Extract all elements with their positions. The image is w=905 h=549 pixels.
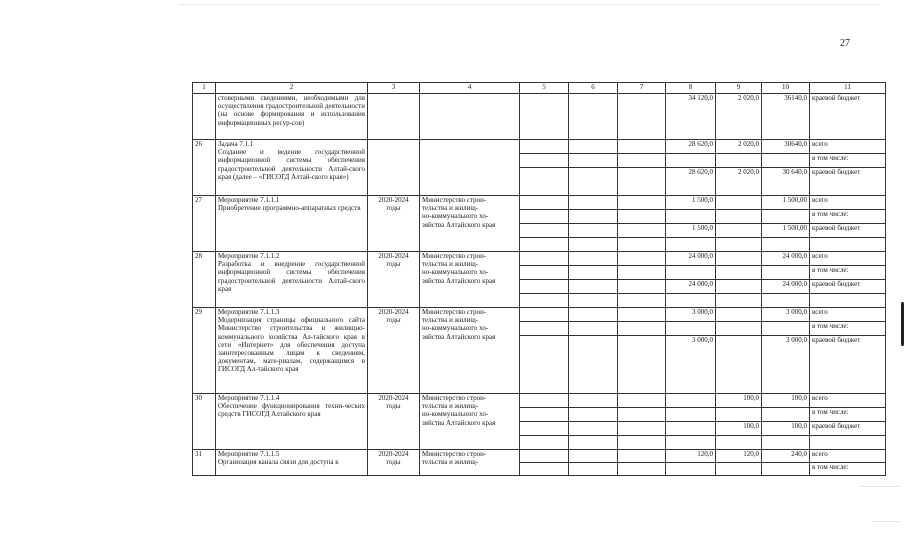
source-cell: в том числе: (810, 210, 886, 224)
page-number: 27 (840, 38, 850, 49)
table-row (193, 94, 886, 140)
value-cell: 1 500,0 (666, 224, 716, 238)
years-cell: 2020-2024 годы (368, 450, 420, 476)
row-number: 27 (193, 196, 216, 252)
row-number: 28 (193, 252, 216, 308)
value-cell: 24 000,0 (762, 280, 810, 294)
value-cell: 3 000,0 (762, 336, 810, 394)
scan-top-line (180, 4, 880, 6)
value-cell: 36140,0 (762, 94, 810, 140)
row-description (216, 308, 368, 394)
years-cell: 2020-2024 годы (368, 252, 420, 308)
header-row (193, 83, 886, 94)
value-cell: 1 500,00 (762, 224, 810, 238)
table-row (193, 140, 886, 154)
value-cell: 100,0 (716, 394, 762, 408)
row-number: 31 (193, 450, 216, 476)
row-number: 26 (193, 140, 216, 196)
source-cell: в том числе: (810, 266, 886, 280)
header-cell: 10 (762, 83, 810, 94)
item-title: Мероприятие 7.1.1.1 (218, 196, 280, 204)
source-cell: всего (810, 140, 886, 154)
item-text: Приобретение программно-аппаратных средств (218, 204, 361, 213)
program-table (192, 82, 886, 476)
source-cell: всего (810, 450, 886, 463)
source-cell: в том числе: (810, 154, 886, 168)
row-description (216, 140, 368, 196)
source-cell: в том числе: (810, 408, 886, 422)
source-cell: краевой бюджет (810, 422, 886, 436)
source-cell: краевой бюджет (810, 224, 886, 238)
scan-shadow-line (860, 486, 900, 487)
header-cell: 6 (569, 83, 618, 94)
row-description (216, 450, 368, 476)
executor-cell: Министерство строи- тельства и жилищ- (420, 450, 520, 476)
table-row (193, 196, 886, 210)
item-text: Модернизация страницы официального сайта Министерство строительства и жилищно-коммунального хозяйства Ал-тайского края в сети «Интернет» для обеспечения доступа заинтересованным лицам к сведениям, документам, мате-риалам, содержащимся в ГИСОГД Ал-тайского края (218, 316, 365, 374)
years-cell: 2020-2024 годы (368, 394, 420, 450)
item-text: Обеспечение функционирования техни-ческих средств ГИСОГД Алтайского края (218, 402, 365, 419)
value-cell: 2 020,0 (716, 94, 762, 140)
item-title: Мероприятие 7.1.1.5 (218, 450, 280, 458)
table-row (193, 450, 886, 463)
item-text: Создание и ведение государственной информационной системы обеспечения градостроительной деятельности Алтай-ского края (далее – «ГИСОГД Алтай-ского края») (218, 148, 365, 181)
source-cell: всего (810, 308, 886, 322)
years-cell: 2020-2024 годы (368, 308, 420, 394)
years-cell: 2020-2024 годы (368, 196, 420, 252)
item-title: Задача 7.1.1 (218, 140, 254, 148)
row-description (216, 394, 368, 450)
value-cell: 24 000,0 (762, 252, 810, 266)
value-cell: 120,0 (666, 450, 716, 463)
value-cell: 2 020,0 (716, 168, 762, 196)
source-cell: в том числе: (810, 322, 886, 336)
value-cell: 100,0 (762, 394, 810, 408)
source-cell: всего (810, 252, 886, 266)
row-description (216, 252, 368, 308)
item-text: Разработка и внедрение государственной информационной системы обеспечения градостроительной деятельности Алтай-ского края (218, 260, 365, 293)
item-title: Мероприятие 7.1.1.2 (218, 252, 280, 260)
header-cell: 7 (618, 83, 666, 94)
value-cell: 100,0 (716, 422, 762, 436)
table-row (193, 252, 886, 266)
value-cell: 34 120,0 (666, 94, 716, 140)
header-cell: 5 (520, 83, 569, 94)
item-title: Мероприятие 7.1.1.3 (218, 308, 280, 316)
value-cell: 3 000,0 (666, 308, 716, 322)
value-cell: 120,0 (716, 450, 762, 463)
value-cell: 1 500,00 (762, 196, 810, 210)
source-cell: краевой бюджет (810, 336, 886, 394)
row-number: 30 (193, 394, 216, 450)
header-cell: 1 (193, 83, 216, 94)
value-cell: 1 500,0 (666, 196, 716, 210)
value-cell: 3 000,0 (666, 336, 716, 394)
value-cell: 240,0 (762, 450, 810, 463)
header-cell: 11 (810, 83, 886, 94)
header-cell: 3 (368, 83, 420, 94)
header-cell: 2 (216, 83, 368, 94)
source-cell: краевой бюджет (810, 168, 886, 196)
value-cell: 30 640,0 (762, 168, 810, 196)
value-cell: 30640,0 (762, 140, 810, 154)
value-cell: 2 020,0 (716, 140, 762, 154)
source-cell: в том числе: (810, 463, 886, 476)
item-title: Мероприятие 7.1.1.4 (218, 394, 280, 402)
source-cell: краевой бюджет (810, 94, 886, 140)
value-cell: 28 620,0 (666, 140, 716, 154)
header-cell: 8 (666, 83, 716, 94)
item-text: Организация канала связи для доступа к (218, 458, 339, 467)
source-cell: краевой бюджет (810, 280, 886, 294)
executor-cell: Министерство строи- тельства и жилищ- но-коммунального хо- зяйства Алтайского края (420, 252, 520, 308)
source-cell: всего (810, 394, 886, 408)
row-description: стоверными сведениями, необходимыми для осуществления градостроительной деятельности (на основе формирования и использования информационных ресур-сов) (216, 94, 368, 140)
row-number: 29 (193, 308, 216, 394)
table-row (193, 394, 886, 408)
scan-shadow-line (872, 521, 900, 522)
header-cell: 4 (420, 83, 520, 94)
executor-cell: Министерство строи- тельства и жилищ- но-коммунального хо- зяйства Алтайского края (420, 196, 520, 252)
executor-cell: Министерство строи- тельства и жилищ- но-коммунального хо- зяйства Алтайского края (420, 394, 520, 450)
value-cell: 100,0 (762, 422, 810, 436)
value-cell: 24 000,0 (666, 252, 716, 266)
value-cell: 28 620,0 (666, 168, 716, 196)
header-cell: 9 (716, 83, 762, 94)
source-cell: всего (810, 196, 886, 210)
value-cell: 3 000,0 (762, 308, 810, 322)
row-description (216, 196, 368, 252)
page-edge-mark (901, 302, 904, 346)
value-cell: 24 000,0 (666, 280, 716, 294)
executor-cell: Министерство строи- тельства и жилищ- но-коммунального хо- зяйства Алтайского края (420, 308, 520, 394)
table-row (193, 308, 886, 322)
